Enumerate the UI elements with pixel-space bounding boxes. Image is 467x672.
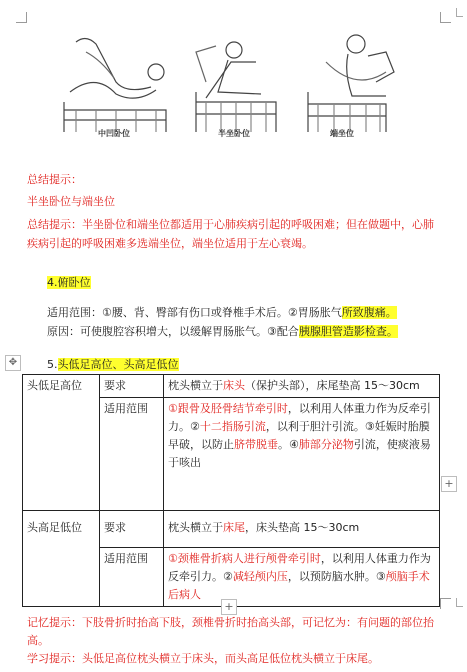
text-run: ，以利用人体重力作为反牵引力。② [168, 552, 431, 583]
table-move-handle[interactable]: ✥ [5, 355, 21, 371]
table-row [23, 511, 440, 548]
cell-requirement-label: 要求 [100, 375, 164, 398]
cell-scope-label: 适用范围 [100, 398, 164, 511]
section-4-heading-text: 4.俯卧位 [47, 276, 91, 289]
row-label-reverse-trendelenburg: 头高足低位 [23, 511, 100, 607]
text-run: 枕头横立于 [168, 521, 223, 534]
scope-text: 适用范围：①腰、背、臀部有伤口或脊椎手术后。②胃肠胀气 [47, 306, 342, 319]
reason-text: 原因：可使腹腔容积增大，以缓解胃肠胀气。③配合 [47, 325, 299, 338]
text-run-red: 颅脑手术后病人 [168, 570, 430, 601]
text-run-red: 床头 [223, 379, 245, 392]
scope-highlight: 所致腹痛。 [341, 306, 397, 319]
text-run: ，以利用人体重力作为反牵引力。② [168, 402, 431, 433]
text-run: ，以预防脑水肿。③ [287, 570, 386, 583]
cell-requirement [164, 511, 440, 548]
section-4-body [47, 303, 447, 341]
row-label-trendelenburg: 头低足高位 [23, 375, 100, 511]
section-5-number: 5. [47, 358, 58, 371]
text-run-red: 十二指肠引流 [199, 420, 266, 433]
crop-mark-bottom-right [440, 598, 451, 609]
figure-caption: 端坐位 [330, 129, 354, 138]
figure-caption: 半坐卧位 [218, 129, 250, 138]
text-run-red: 床尾 [223, 521, 245, 534]
table-row [23, 375, 440, 398]
reason-highlight: 胰腺胆管造影检查。 [298, 325, 398, 338]
text-run-red: 减轻颅内压 [232, 570, 288, 583]
figure-caption: 中凹卧位 [98, 129, 130, 138]
cell-scope [164, 548, 440, 607]
text-run: 引流，使痰液易于咳出 [168, 438, 431, 469]
crop-mark-top-right [440, 12, 451, 23]
section-5-heading-text: 头低足高位、头高足低位 [57, 358, 179, 371]
text-run: ，以利于胆汁引流。③妊娠时胎膜早破，以防止 [168, 420, 430, 451]
cell-scope-label: 适用范围 [100, 548, 164, 607]
text-run-red: 肺部分泌物 [298, 438, 354, 451]
summary-line: 半坐卧位与端坐位 [27, 195, 115, 208]
cell-requirement [164, 375, 440, 398]
bed-positions-illustration [56, 32, 408, 144]
text-run-red: ①颈椎骨折病人进行颅骨牵引时 [168, 552, 321, 565]
section-4-heading [47, 274, 91, 292]
format-mark [456, 8, 463, 17]
positions-table [22, 374, 440, 607]
add-column-button[interactable]: + [441, 476, 457, 492]
cell-requirement-label: 要求 [100, 511, 164, 548]
text-run: ，床头垫高 15～30cm [245, 521, 360, 534]
memory-tip: 记忆提示：下肢骨折时抬高下肢，颈椎骨折时抬高头部，可记忆为：有问题的部位抬高。 [27, 616, 434, 647]
summary-paragraph: 总结提示：半坐卧位和端坐位都适用于心肺疾病引起的呼吸困难；但在做题中，心肺疾病引起的呼吸困难多选端坐位，端坐位适用于左心衰竭。 [27, 218, 434, 250]
text-run: 枕头横立于 [168, 379, 223, 392]
summary-title: 总结提示： [27, 173, 82, 186]
cell-scope [164, 398, 440, 511]
text-run: 。④ [278, 438, 299, 451]
section-5-heading [47, 356, 179, 374]
format-mark [456, 598, 463, 607]
add-row-button[interactable]: + [221, 599, 237, 615]
crop-mark-top-left [16, 12, 27, 23]
text-run-red: 脐带脱垂 [234, 438, 278, 451]
text-run-red: ①跟骨及胫骨结节牵引时 [168, 402, 288, 415]
text-run: （保护头部），床尾垫高 15～30cm [245, 379, 420, 392]
study-tip: 学习提示：头低足高位枕头横立于床头，而头高足低位枕头横立于床尾。 [27, 652, 379, 665]
